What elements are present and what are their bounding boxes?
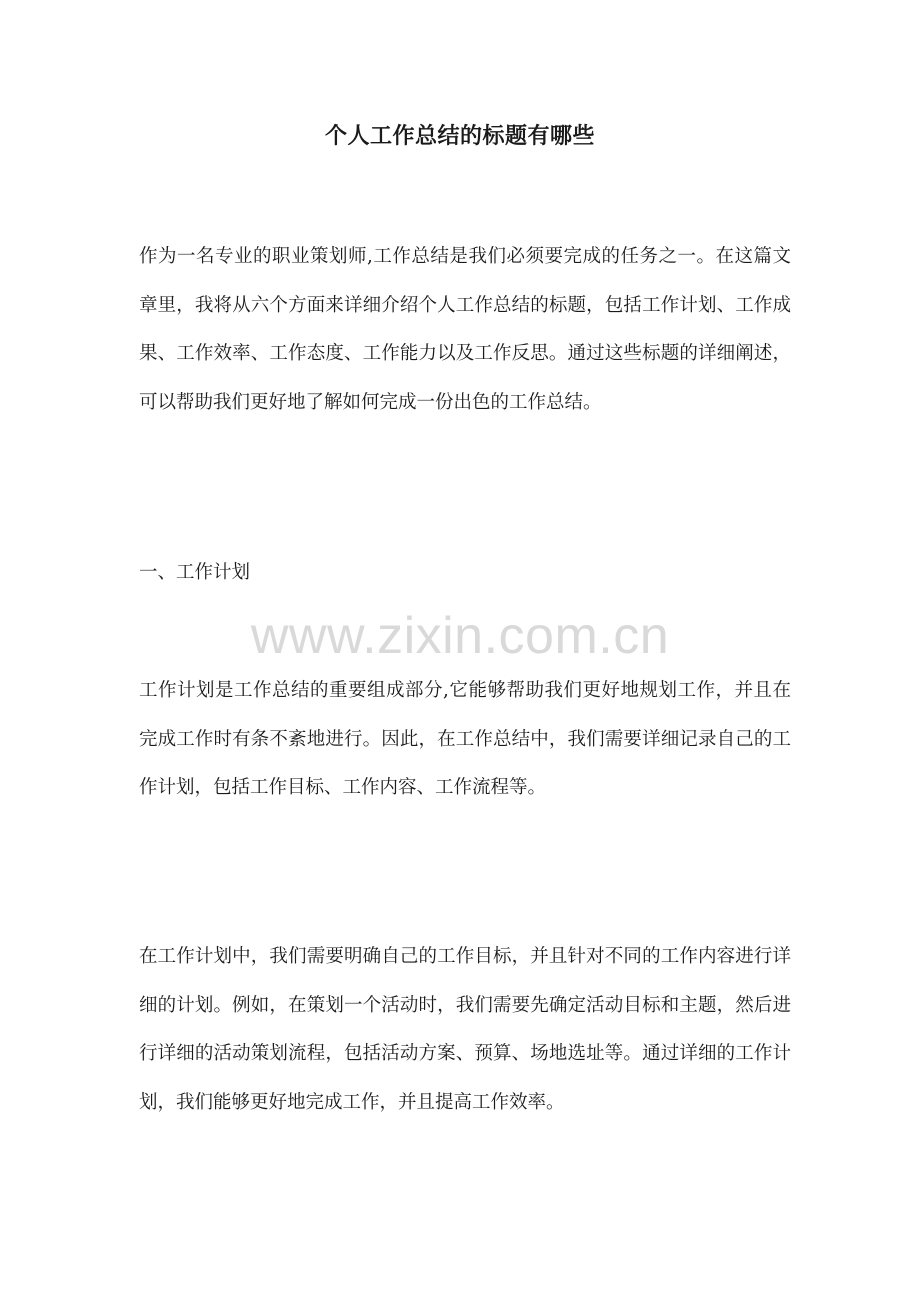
watermark: www.zixin.com.cn <box>250 607 670 665</box>
document-title: 个人工作总结的标题有哪些 <box>324 123 595 149</box>
work-plan-paragraph-2: 在工作计划中，我们需要明确自己的工作目标，并且针对不同的工作内容进行详细的计划。例如，在策划一个活动时，我们需要先确定活动目标和主题，然后进行详细的活动策划流程，包括活动方案、预算、场地选址等。通过详细的工作计划，我们能够更好地完成工作，并且提高工作效率。 <box>139 946 791 1113</box>
section-heading-work-plan: 一、工作计划 <box>139 562 251 583</box>
intro-paragraph: 作为一名专业的职业策划师,工作总结是我们必须要完成的任务之一。在这篇文章里，我将从六个方面来详细介绍个人工作总结的标题，包括工作计划、工作成果、工作效率、工作态度、工作能力以及工作反思。通过这些标题的详细阐述，可以帮助我们更好地了解如何完成一份出色的工作总结。 <box>139 246 791 413</box>
work-plan-paragraph-1: 工作计划是工作总结的重要组成部分,它能够帮助我们更好地规划工作，并且在完成工作时有条不紊地进行。因此，在工作总结中，我们需要详细记录自己的工作计划，包括工作目标、工作内容、工作流程等。 <box>139 680 791 798</box>
